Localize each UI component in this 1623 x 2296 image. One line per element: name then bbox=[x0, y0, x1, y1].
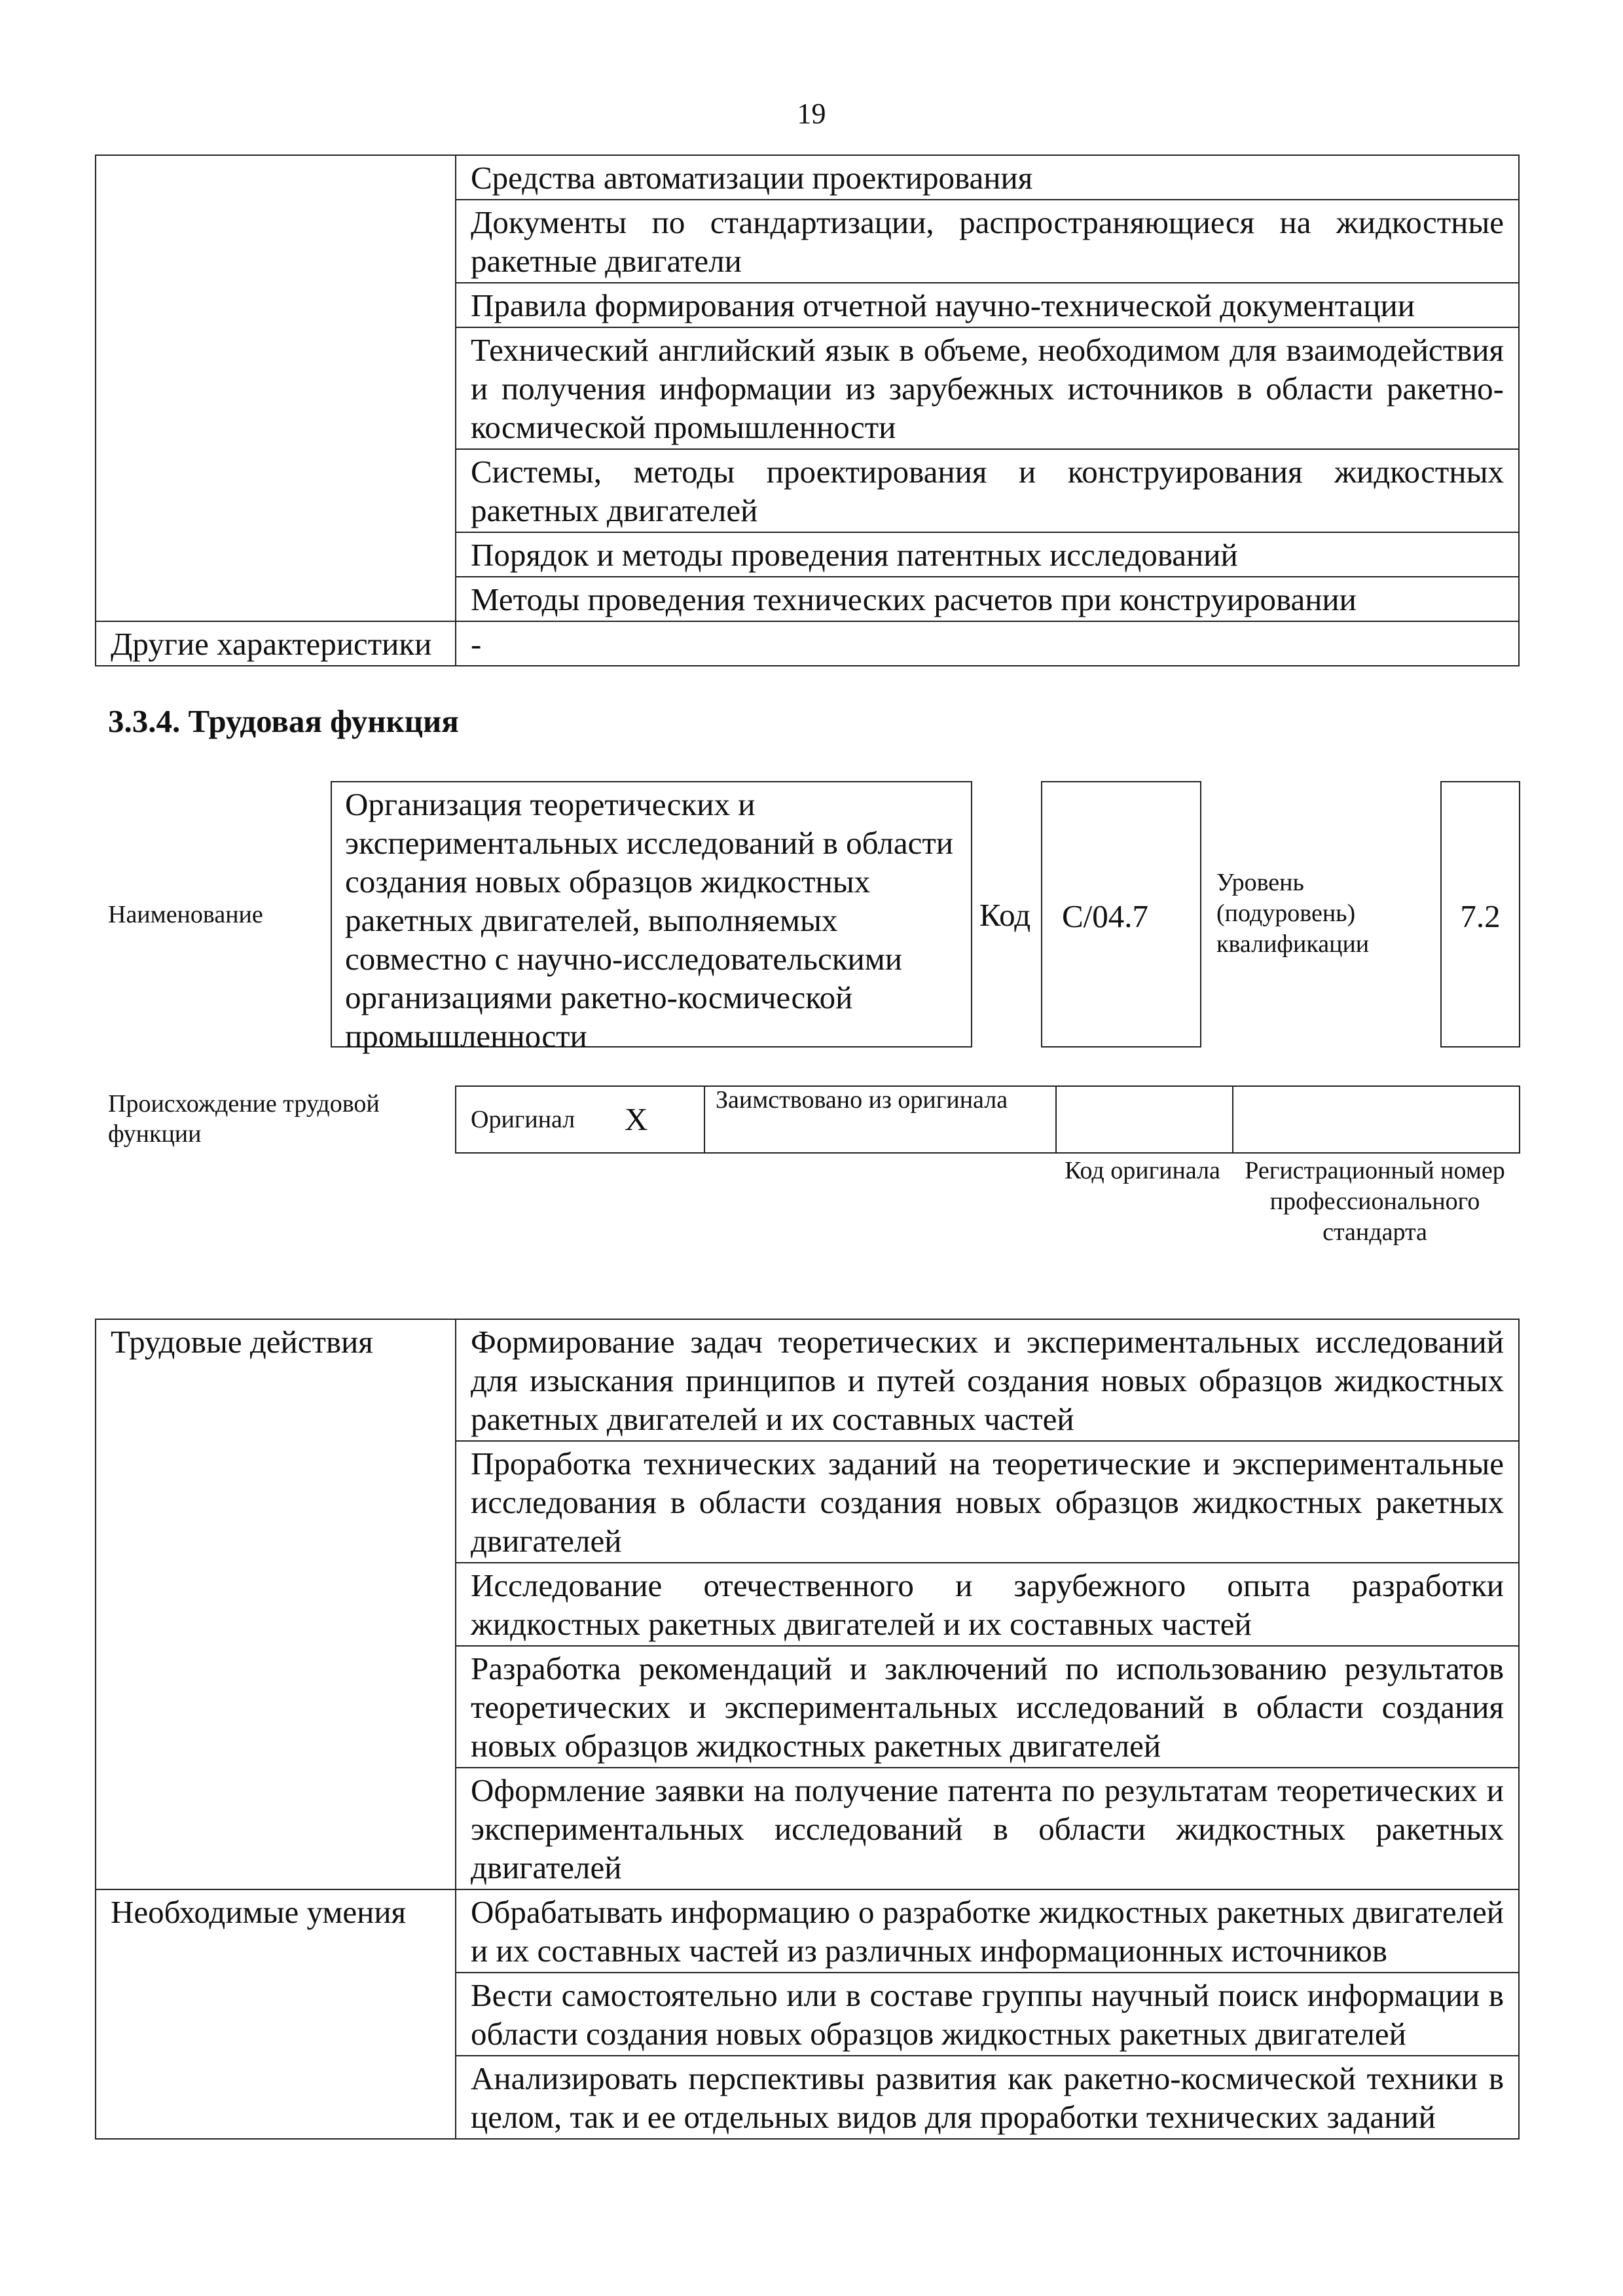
borrowed-label-cell: Заимствовано из оригинала bbox=[704, 1086, 1056, 1153]
name-label: Наименование bbox=[108, 901, 263, 928]
code-label: Код bbox=[979, 897, 1031, 933]
table-cell: Методы проведения технических расчетов при конструировании bbox=[456, 577, 1519, 621]
table-cell: Формирование задач теоретических и экспериментальных исследований для изыскания принципов и путей создания новых образцов жидкостных ракетных двигателей и их составных частей bbox=[456, 1319, 1519, 1441]
original-label-cell: Оригинал bbox=[456, 1086, 625, 1153]
reg-number-caption: Регистрационный номер профессионального стандарта bbox=[1245, 1157, 1505, 1246]
other-characteristics-label: Другие характеристики bbox=[96, 621, 456, 666]
code-value-box: C/04.7 bbox=[1041, 781, 1201, 1048]
qualification-level-box: 7.2 bbox=[1440, 781, 1520, 1048]
code-original-caption: Код оригинала bbox=[1065, 1157, 1220, 1184]
table-cell: Исследование отечественного и зарубежного опыта разработки жидкостных ракетных двигателей и их составных частей bbox=[456, 1563, 1519, 1646]
page-number: 19 bbox=[797, 98, 826, 130]
reg-number-cell bbox=[1233, 1086, 1520, 1153]
origin-label: Происхождение трудовой функции bbox=[108, 1090, 380, 1148]
section-title: 3.3.4. Трудовая функция bbox=[108, 703, 459, 739]
table-cell: Разработка рекомендаций и заключений по использованию результатов теоретических и экспериментальных исследований в области создания новых образцов жидкостных ракетных двигателей bbox=[456, 1646, 1519, 1768]
function-details-table bbox=[95, 1319, 1520, 2140]
table-cell: Документы по стандартизации, распространяющиеся на жидкостные ракетные двигатели bbox=[456, 200, 1519, 283]
table-cell-empty bbox=[96, 155, 456, 621]
table-cell: Правила формирования отчетной научно-технической документации bbox=[456, 283, 1519, 327]
original-mark-cell: X bbox=[625, 1086, 704, 1153]
table-cell: Анализировать перспективы развития как ракетно-космической техники в целом, так и ее отдельных видов для проработки технических заданий bbox=[456, 2056, 1519, 2139]
code-original-cell bbox=[1056, 1086, 1233, 1153]
table-cell: Обрабатывать информацию о разработке жидкостных ракетных двигателей и их составных частей из различных информационных источников bbox=[456, 1889, 1519, 1973]
other-characteristics-value: - bbox=[456, 621, 1519, 666]
table-cell: Порядок и методы проведения патентных исследований bbox=[456, 532, 1519, 577]
table-row bbox=[96, 155, 1519, 200]
qualification-level-label: Уровень (подуровень) квалификации bbox=[1216, 869, 1370, 958]
table-cell: Проработка технических заданий на теоретические и экспериментальные исследования в области создания новых образцов жидкостных ракетных двигателей bbox=[456, 1441, 1519, 1563]
table-row bbox=[96, 1889, 1519, 1973]
table-cell: Средства автоматизации проектирования bbox=[456, 155, 1519, 200]
function-name-box: Организация теоретических и экспериментальных исследований в области создания новых образцов жидкостных ракетных двигателей, выполняемых совместно с научно-исследовательскими организациями ракетно-космической промышленности bbox=[331, 781, 972, 1048]
knowledge-table-continuation bbox=[95, 155, 1520, 666]
table-row bbox=[96, 621, 1519, 666]
table-row bbox=[96, 1319, 1519, 1441]
table-row bbox=[456, 1086, 1520, 1153]
table-cell: Системы, методы проектирования и конструирования жидкостных ракетных двигателей bbox=[456, 449, 1519, 532]
required-skills-label: Необходимые умения bbox=[96, 1889, 456, 2139]
labor-actions-label: Трудовые действия bbox=[96, 1319, 456, 1889]
table-cell: Оформление заявки на получение патента по результатам теоретических и экспериментальных исследований в области жидкостных ракетных двигателей bbox=[456, 1768, 1519, 1889]
table-cell: Технический английский язык в объеме, необходимом для взаимодействия и получения информации из зарубежных источников в области ракетно-космической промышленности bbox=[456, 327, 1519, 449]
table-cell: Вести самостоятельно или в составе группы научный поиск информации в области создания новых образцов жидкостных ракетных двигателей bbox=[456, 1973, 1519, 2056]
origin-table bbox=[455, 1085, 1520, 1154]
